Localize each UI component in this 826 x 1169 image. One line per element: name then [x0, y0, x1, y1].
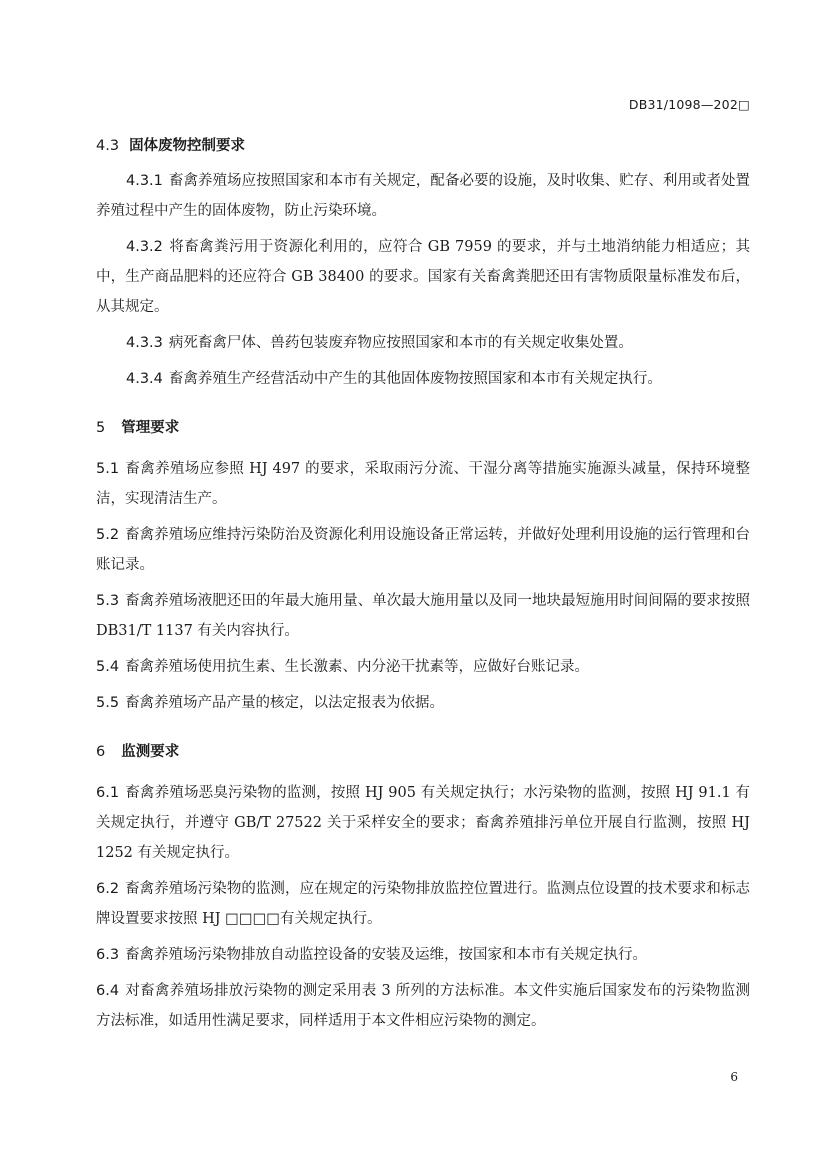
clause-text: 畜禽养殖场恶臭污染物的监测，按照 HJ 905 有关规定执行；水污染物的监测，按照 HJ 91.1 有关规定执行，并遵守 GB/T 27522 关于采样安全的要求；畜禽养殖排污单位开展自行监测，按照 HJ 1252 有关规定执行。: [96, 785, 750, 861]
clause-6-1: [96, 778, 750, 868]
clause-text: 畜禽养殖场污染物排放自动监控设备的安装及运维，按国家和本市有关规定执行。: [125, 947, 648, 963]
clause-number: 5.1: [96, 461, 120, 477]
chapter-title: 监测要求: [121, 744, 180, 760]
clause-text: 畜禽养殖场应参照 HJ 497 的要求，采取雨污分流、干湿分离等措施实施源头减量，保持环境整洁，实现清洁生产。: [96, 461, 750, 507]
clause-text: 畜禽养殖生产经营活动中产生的其他固体废物按照国家和本市有关规定执行。: [168, 371, 662, 387]
clause-4-3-1: [96, 166, 750, 226]
clause-number: 4.3.2: [126, 239, 163, 255]
clause-number: 5.2: [96, 527, 120, 543]
chapter-number: 5: [96, 420, 106, 436]
clause-6-3: [96, 940, 750, 970]
clause-text: 畜禽养殖场使用抗生素、生长激素、内分泌干扰素等，应做好台账记录。: [125, 659, 590, 675]
clause-4-3-3: [96, 328, 750, 358]
clause-text: 病死畜禽尸体、兽药包装废弃物应按照国家和本市的有关规定收集处置。: [168, 335, 633, 351]
clause-number: 6.4: [96, 983, 120, 999]
chapter-title: 管理要求: [121, 420, 180, 436]
section-heading-4-3: [96, 132, 750, 160]
chapter-heading-5: [96, 414, 750, 442]
clause-number: 6.2: [96, 881, 120, 897]
document-code: DB31/1098—202□: [628, 97, 750, 112]
clause-6-4: [96, 976, 750, 1036]
chapter-heading-6: [96, 738, 750, 766]
chapter-number: 6: [96, 744, 106, 760]
clause-5-5: [96, 688, 750, 718]
section-number: 4.3: [96, 138, 120, 154]
page-content: [96, 132, 750, 1036]
clause-text: 对畜禽养殖场排放污染物的测定采用表 3 所列的方法标准。本文件实施后国家发布的污染物监测方法标准，如适用性满足要求，同样适用于本文件相应污染物的测定。: [96, 983, 750, 1029]
clause-6-2: [96, 874, 750, 934]
clause-number: 6.3: [96, 947, 120, 963]
clause-number: 4.3.1: [126, 173, 163, 189]
clause-4-3-2: [96, 232, 750, 322]
clause-5-2: [96, 520, 750, 580]
clause-5-3: [96, 586, 750, 646]
clause-number: 4.3.4: [126, 371, 163, 387]
section-title: 固体废物控制要求: [129, 138, 246, 154]
clause-text: 畜禽养殖场液肥还田的年最大施用量、单次最大施用量以及同一地块最短施用时间间隔的要求按照 DB31/T 1137 有关内容执行。: [96, 593, 750, 639]
clause-number: 5.3: [96, 593, 120, 609]
clause-text: 畜禽养殖场污染物的监测，应在规定的污染物排放监控位置进行。监测点位设置的技术要求和标志牌设置要求按照 HJ □□□□有关规定执行。: [96, 881, 750, 927]
clause-5-4: [96, 652, 750, 682]
clause-text: 畜禽养殖场应按照国家和本市有关规定，配备必要的设施，及时收集、贮存、利用或者处置养殖过程中产生的固体废物，防止污染环境。: [96, 173, 750, 219]
clause-number: 5.5: [96, 695, 120, 711]
clause-text: 将畜禽粪污用于资源化利用的，应符合 GB 7959 的要求，并与土地消纳能力相适应；其中，生产商品肥料的还应符合 GB 38400 的要求。国家有关畜禽粪肥还田有害物质限量标准发布后，从其规定。: [96, 239, 750, 315]
clause-number: 4.3.3: [126, 335, 163, 351]
clause-text: 畜禽养殖场产品产量的核定，以法定报表为依据。: [125, 695, 445, 711]
clause-number: 5.4: [96, 659, 120, 675]
clause-4-3-4: [96, 364, 750, 394]
clause-number: 6.1: [96, 785, 120, 801]
page-number: 6: [730, 1070, 738, 1084]
clause-5-1: [96, 454, 750, 514]
clause-text: 畜禽养殖场应维持污染防治及资源化利用设施设备正常运转，并做好处理利用设施的运行管理和台账记录。: [96, 527, 750, 573]
